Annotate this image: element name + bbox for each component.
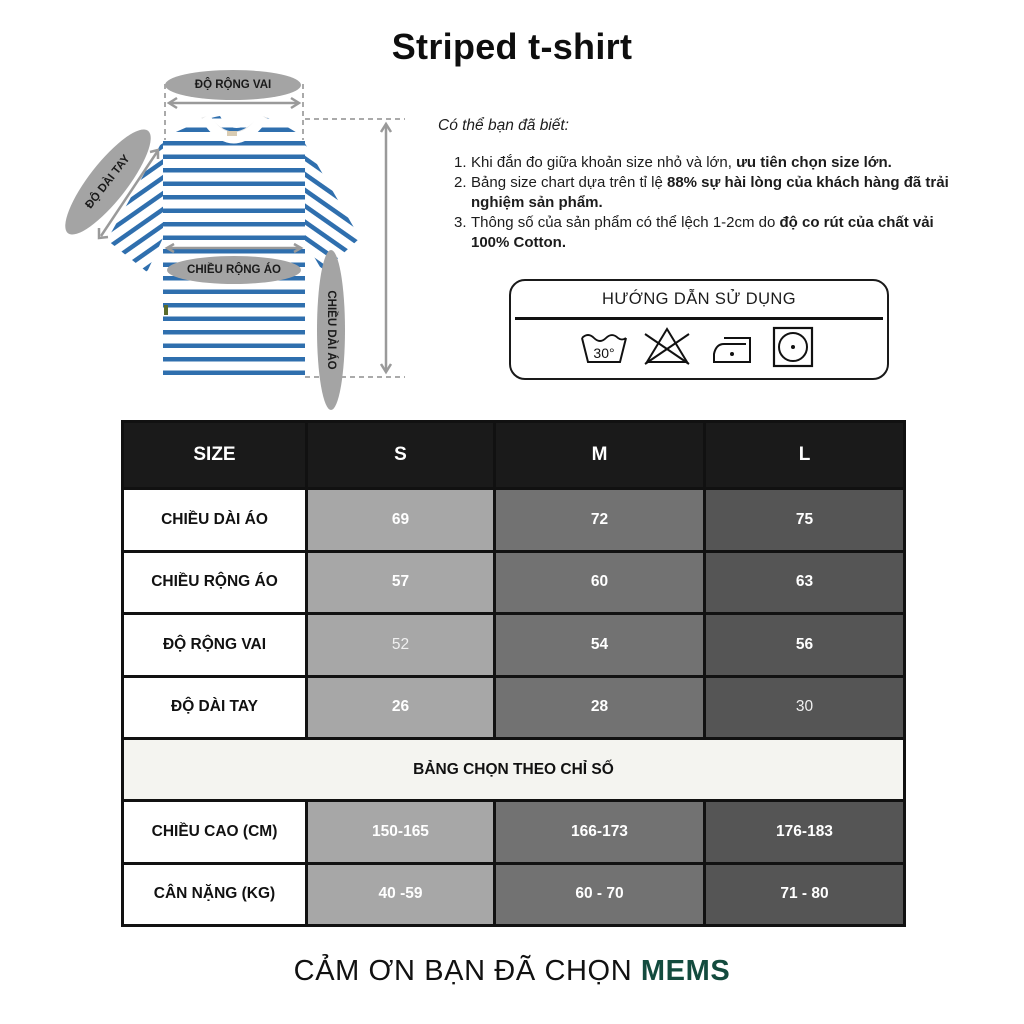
tip-number: 1. xyxy=(454,154,467,171)
row-label: ĐỘ DÀI TAY xyxy=(123,676,307,739)
table-row xyxy=(123,489,905,552)
brand-name: MEMS xyxy=(640,955,731,987)
cell-s: 69 xyxy=(307,489,495,552)
header-m: M xyxy=(495,422,705,489)
size-chart-table xyxy=(121,420,906,927)
striped-shirt-illustration xyxy=(55,60,425,390)
header-s: S xyxy=(307,422,495,489)
tips-list xyxy=(438,153,978,253)
wash-30-icon xyxy=(580,326,628,366)
row-label: ĐỘ RỘNG VAI xyxy=(123,614,307,677)
thank-you-text: CẢM ƠN BẠN ĐÃ CHỌN xyxy=(293,955,633,987)
svg-text:30°: 30° xyxy=(593,345,615,361)
iron-low-icon xyxy=(710,326,756,366)
care-instructions-box xyxy=(509,279,889,380)
tip-item xyxy=(438,213,938,253)
header-l: L xyxy=(705,422,905,489)
shoulder-width-label: ĐỘ RỘNG VAI xyxy=(165,70,301,100)
cell-m: 54 xyxy=(495,614,705,677)
table-header-row xyxy=(123,422,905,489)
shirt-length-label xyxy=(317,250,345,410)
table-row xyxy=(123,801,905,864)
cell-l: 30 xyxy=(705,676,905,739)
no-bleach-icon xyxy=(641,326,693,366)
care-divider xyxy=(515,317,883,320)
table-row xyxy=(123,676,905,739)
tip-emphasis: 88% sự hài lòng của khách hàng đã trải nghiệm sản phẩm. xyxy=(471,174,949,211)
cell-s: 52 xyxy=(307,614,495,677)
tip-emphasis: độ co rút của chất vải 100% Cotton. xyxy=(471,214,934,251)
cell-l: 63 xyxy=(705,551,905,614)
care-title: HƯỚNG DẪN SỬ DỤNG xyxy=(602,290,796,308)
tip-item xyxy=(438,153,978,173)
cell-m: 60 xyxy=(495,551,705,614)
cell-m: 166-173 xyxy=(495,801,705,864)
tip-text: Thông số của sản phẩm có thể lệch 1-2cm do xyxy=(471,214,780,231)
section-row xyxy=(123,739,905,801)
cell-m: 72 xyxy=(495,489,705,552)
cell-s: 57 xyxy=(307,551,495,614)
row-label: CHIỀU DÀI ÁO xyxy=(123,489,307,552)
cell-s: 26 xyxy=(307,676,495,739)
cell-m: 28 xyxy=(495,676,705,739)
tip-text: Khi đắn đo giữa khoản size nhỏ và lớn, xyxy=(471,154,737,171)
table-row xyxy=(123,863,905,926)
tip-text: Bảng size chart dựa trên tỉ lệ xyxy=(471,174,667,191)
cell-s: 150-165 xyxy=(307,801,495,864)
row-label: CÂN NẶNG (KG) xyxy=(123,863,307,926)
chest-width-label: CHIỀU RỘNG ÁO xyxy=(167,256,301,284)
tip-number: 3. xyxy=(454,214,467,231)
tip-emphasis: ưu tiên chọn size lớn. xyxy=(736,154,892,171)
tips-section xyxy=(438,117,978,253)
cell-m: 60 - 70 xyxy=(495,863,705,926)
care-icons xyxy=(511,326,887,374)
thank-you-footer xyxy=(0,955,1024,988)
page-title: Striped t-shirt xyxy=(391,26,633,67)
tip-number: 2. xyxy=(454,174,467,191)
row-label: CHIỀU CAO (CM) xyxy=(123,801,307,864)
shirt-measurement-diagram xyxy=(55,60,425,390)
cell-s: 40 -59 xyxy=(307,863,495,926)
tumble-dry-icon xyxy=(772,326,814,368)
cell-l: 75 xyxy=(705,489,905,552)
section-title: BẢNG CHỌN THEO CHỈ SỐ xyxy=(123,739,905,801)
header-size: SIZE xyxy=(123,422,307,489)
sleeve-length-label: ĐỘ DÀI TAY xyxy=(53,119,163,245)
cell-l: 71 - 80 xyxy=(705,863,905,926)
tips-heading: Có thể bạn đã biết: xyxy=(438,117,569,134)
tip-item xyxy=(438,173,958,213)
cell-l: 56 xyxy=(705,614,905,677)
row-label: CHIỀU RỘNG ÁO xyxy=(123,551,307,614)
shirt-length-text: CHIỀU DÀI ÁO xyxy=(325,290,337,370)
table-row xyxy=(123,551,905,614)
cell-l: 176-183 xyxy=(705,801,905,864)
table-row xyxy=(123,614,905,677)
